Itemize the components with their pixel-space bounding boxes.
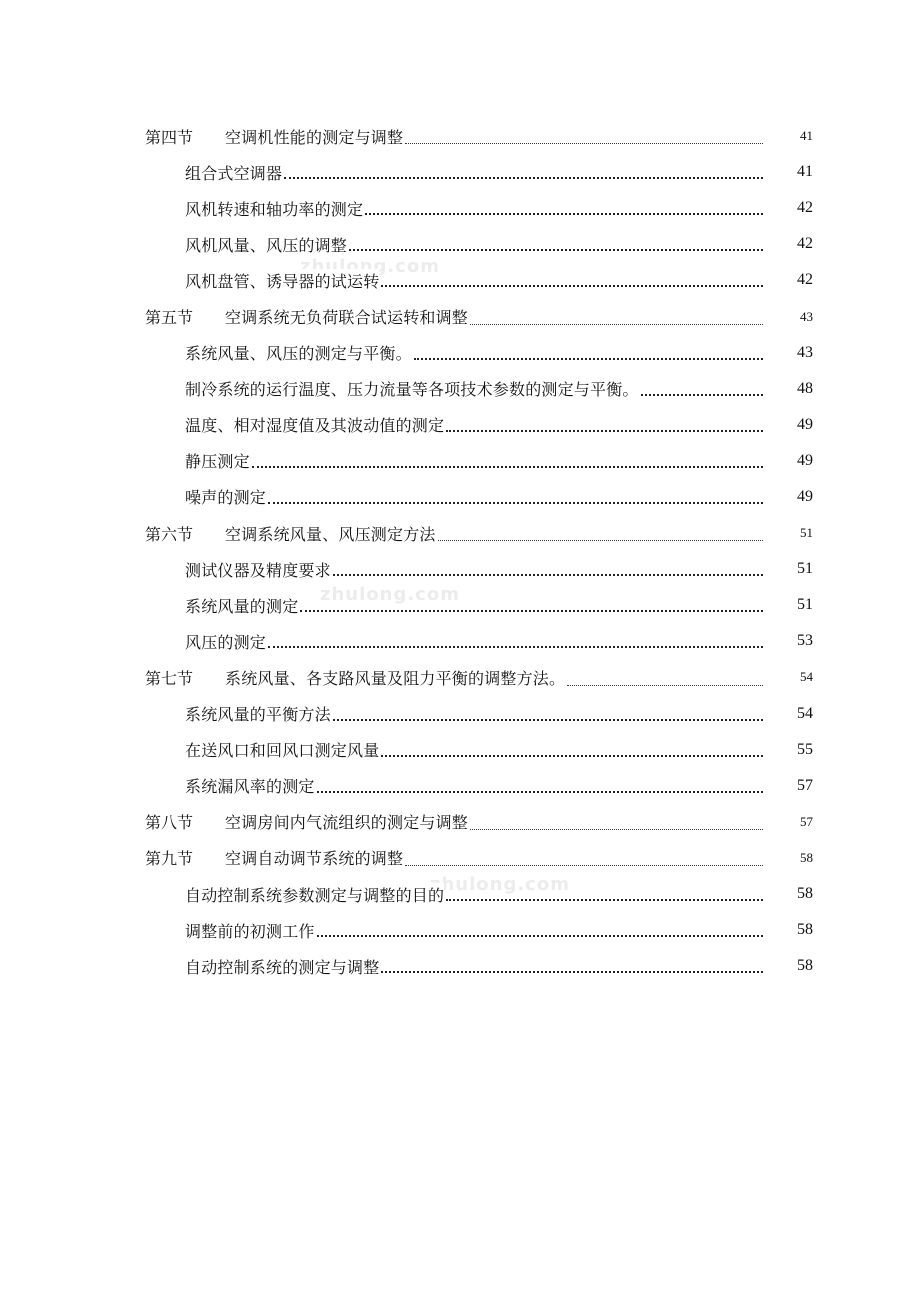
dot-leader [381, 970, 763, 973]
page-number: 43 [800, 308, 813, 324]
toc-title: 风机转速和轴功率的测定 [185, 199, 364, 219]
toc-title: 风机盘管、诱导器的试运转 [185, 271, 380, 291]
dot-leader [333, 718, 763, 721]
page-number: 58 [797, 885, 813, 903]
toc-section-row[interactable] [0, 659, 920, 695]
toc-title: 自动控制系统的测定与调整 [185, 957, 380, 977]
dot-leader [333, 573, 763, 576]
toc-entry-row[interactable] [0, 696, 920, 732]
toc-title: 风机风量、风压的调整 [185, 235, 348, 255]
toc-title: 制冷系统的运行温度、压力流量等各项技术参数的测定与平衡。 [185, 380, 639, 400]
toc-title: 组合式空调器 [185, 163, 283, 183]
toc-label [145, 305, 468, 328]
toc-label [185, 377, 639, 400]
toc-entry-row[interactable] [0, 443, 920, 479]
dot-leader [470, 828, 763, 830]
dot-leader [381, 754, 763, 757]
toc-entry-row[interactable] [0, 948, 920, 984]
page-number: 48 [797, 379, 813, 397]
page-number: 42 [797, 199, 813, 217]
page-number: 49 [797, 451, 813, 469]
toc-section-row[interactable] [0, 118, 920, 154]
dot-leader [470, 323, 763, 325]
toc-label [145, 125, 403, 148]
toc-title: 温度、相对湿度值及其波动值的测定 [185, 416, 445, 436]
toc-label [185, 594, 298, 617]
dot-leader [641, 393, 763, 396]
toc-label [185, 702, 331, 725]
toc-entry-row[interactable] [0, 623, 920, 659]
toc-label [145, 666, 565, 689]
dot-leader [414, 357, 763, 360]
toc-section-row[interactable] [0, 804, 920, 840]
toc-title: 空调房间内气流组织的测定与调整 [225, 813, 469, 833]
section-number: 第四节 [145, 127, 194, 147]
page-number: 53 [797, 632, 813, 650]
toc-title: 空调系统风量、风压测定方法 [225, 524, 436, 544]
toc-section-row[interactable] [0, 298, 920, 334]
table-of-contents [0, 118, 920, 984]
page-number: 51 [797, 560, 813, 578]
dot-leader [446, 898, 763, 901]
toc-entry-row[interactable] [0, 407, 920, 443]
dot-leader [252, 465, 763, 468]
dot-leader [317, 790, 763, 793]
toc-entry-row[interactable] [0, 190, 920, 226]
toc-label [185, 233, 347, 256]
toc-title: 自动控制系统参数测定与调整的目的 [185, 885, 445, 905]
toc-section-row[interactable] [0, 840, 920, 876]
dot-leader [268, 501, 763, 504]
toc-title: 调整前的初测工作 [185, 921, 315, 941]
toc-title: 系统风量、风压的测定与平衡。 [185, 344, 412, 364]
toc-title: 在送风口和回风口测定风量 [185, 741, 380, 761]
page-number: 42 [797, 271, 813, 289]
toc-label [145, 522, 436, 545]
toc-label [185, 774, 315, 797]
page-number: 54 [800, 669, 813, 685]
toc-label [185, 413, 444, 436]
toc-label [185, 449, 250, 472]
watermark: zhulong.com [320, 584, 460, 605]
toc-entry-row[interactable] [0, 479, 920, 515]
dot-leader [405, 864, 763, 866]
page-number: 57 [797, 776, 813, 794]
toc-section-row[interactable] [0, 515, 920, 551]
dot-leader [268, 645, 763, 648]
dot-leader [405, 142, 763, 144]
toc-title: 风压的测定 [185, 632, 267, 652]
toc-title: 空调机性能的测定与调整 [225, 127, 404, 147]
page-number: 58 [800, 849, 813, 865]
toc-title: 系统风量的平衡方法 [185, 705, 331, 725]
toc-label [185, 919, 315, 942]
toc-entry-row[interactable] [0, 335, 920, 371]
toc-label [185, 558, 331, 581]
toc-label [185, 161, 282, 184]
toc-title: 系统风量的测定 [185, 596, 299, 616]
toc-title: 系统漏风率的测定 [185, 777, 315, 797]
toc-label [185, 485, 266, 508]
page-number: 55 [797, 740, 813, 758]
toc-label [145, 810, 468, 833]
page-number: 51 [797, 596, 813, 614]
toc-entry-row[interactable] [0, 226, 920, 262]
toc-title: 系统风量、各支路风量及阻力平衡的调整方法。 [225, 668, 566, 688]
toc-label [185, 341, 412, 364]
page-number: 51 [800, 525, 813, 541]
page-number: 49 [797, 487, 813, 505]
toc-entry-row[interactable] [0, 587, 920, 623]
section-number: 第九节 [145, 849, 194, 869]
toc-entry-row[interactable] [0, 262, 920, 298]
page-number: 57 [800, 813, 813, 829]
toc-label [185, 738, 379, 761]
page-number: 58 [797, 921, 813, 939]
page-number: 42 [797, 235, 813, 253]
toc-title: 空调系统无负荷联合试运转和调整 [225, 308, 469, 328]
toc-title: 静压测定 [185, 452, 250, 472]
toc-entry-row[interactable] [0, 551, 920, 587]
toc-entry-row[interactable] [0, 876, 920, 912]
toc-entry-row[interactable] [0, 371, 920, 407]
dot-leader [317, 934, 763, 937]
watermark: zhulong.com [430, 874, 570, 895]
toc-label [185, 883, 444, 906]
toc-entry-row[interactable] [0, 912, 920, 948]
dot-leader [567, 684, 763, 686]
toc-label [185, 630, 266, 653]
toc-title: 空调自动调节系统的调整 [225, 849, 404, 869]
page-number: 43 [797, 343, 813, 361]
dot-leader [446, 429, 763, 432]
section-number: 第八节 [145, 813, 194, 833]
toc-entry-row[interactable] [0, 154, 920, 190]
toc-label [185, 955, 379, 978]
dot-leader [438, 539, 763, 541]
toc-entry-row[interactable] [0, 732, 920, 768]
section-number: 第六节 [145, 524, 194, 544]
section-number: 第五节 [145, 308, 194, 328]
page-number: 41 [797, 163, 813, 181]
dot-leader [284, 176, 763, 179]
toc-title: 测试仪器及精度要求 [185, 560, 331, 580]
page-number: 49 [797, 415, 813, 433]
page-number: 54 [797, 704, 813, 722]
toc-label [185, 197, 363, 220]
toc-title: 噪声的测定 [185, 488, 267, 508]
section-number: 第七节 [145, 668, 194, 688]
watermark: zhulong.com [300, 256, 440, 277]
page-number: 41 [800, 128, 813, 144]
dot-leader [349, 248, 763, 251]
toc-label [185, 269, 379, 292]
toc-label [145, 846, 403, 869]
dot-leader [381, 284, 763, 287]
dot-leader [365, 212, 763, 215]
page-number: 58 [797, 957, 813, 975]
dot-leader [300, 609, 763, 612]
toc-entry-row[interactable] [0, 768, 920, 804]
